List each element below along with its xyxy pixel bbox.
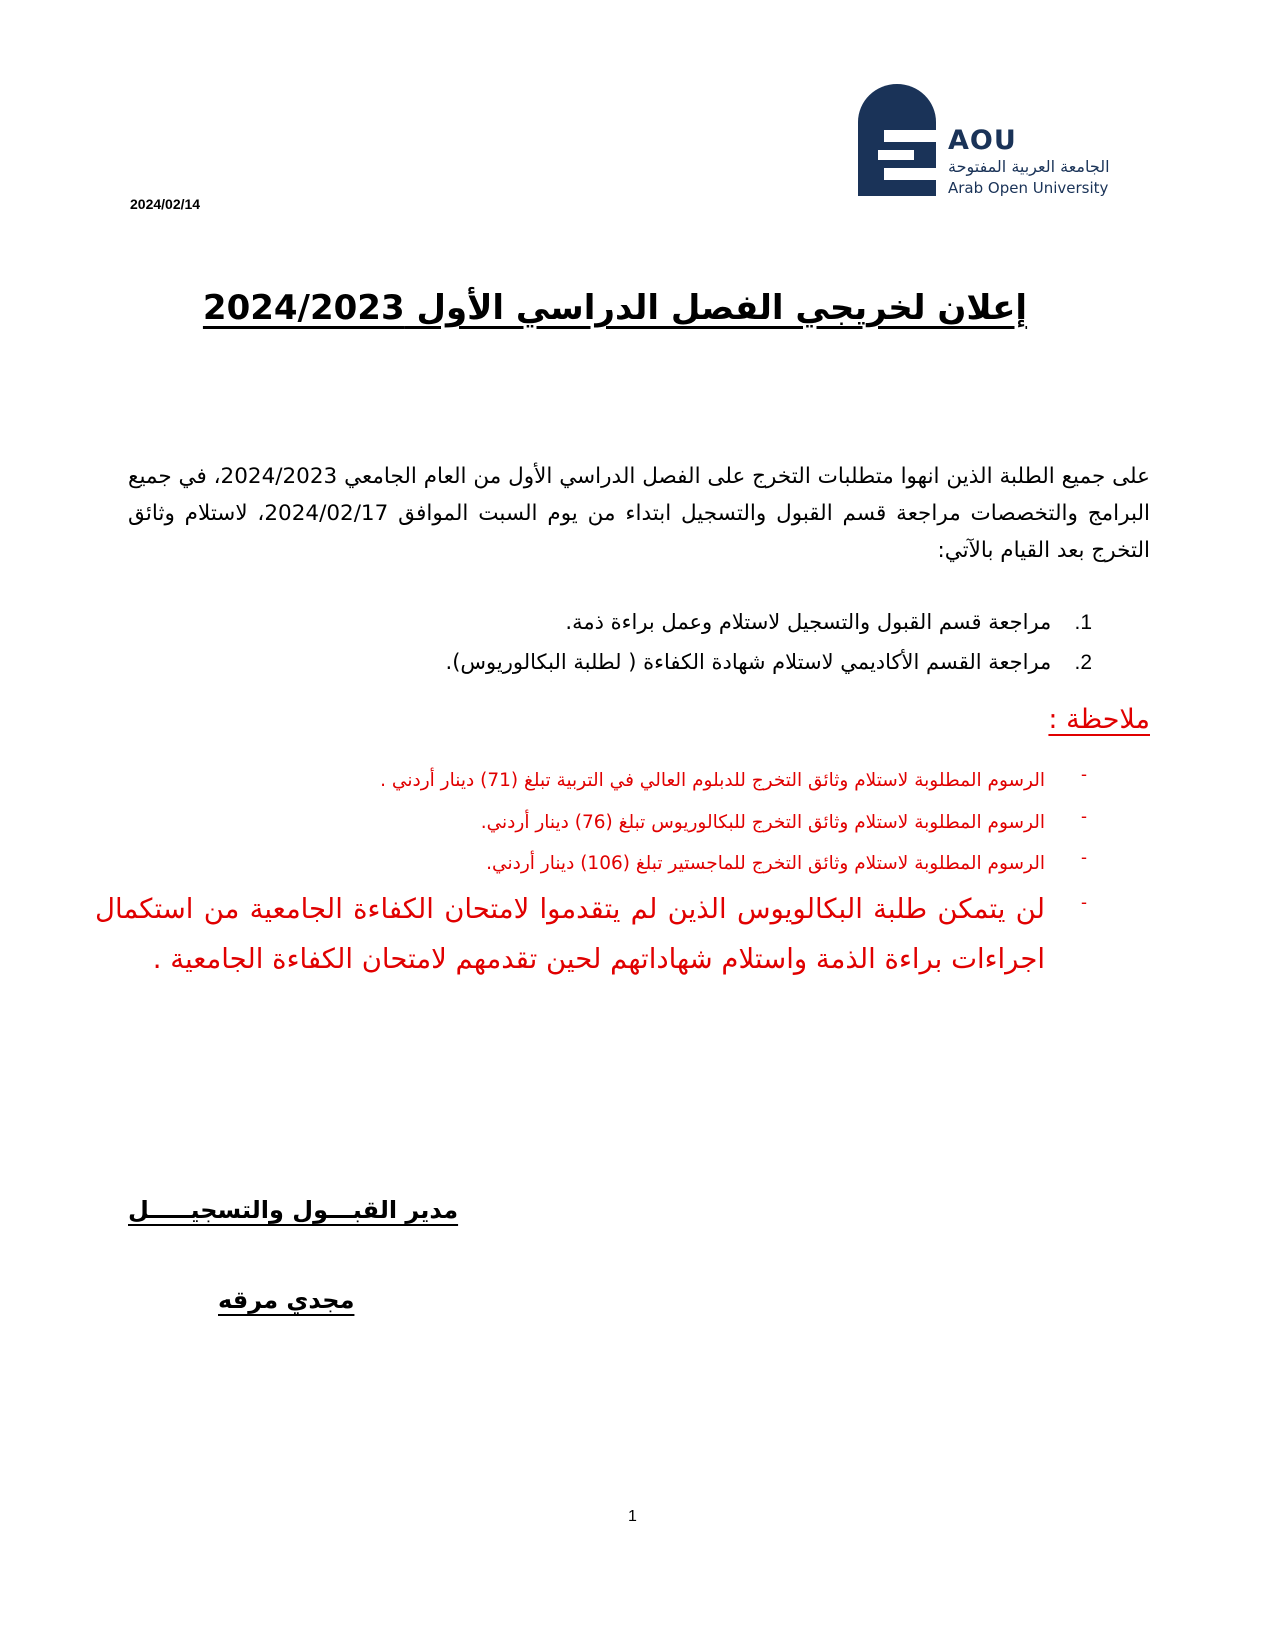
- university-logo: [858, 84, 1138, 202]
- note-heading: ملاحظة :: [1048, 704, 1150, 735]
- logo-name-arabic: الجامعة العربية المفتوحة: [948, 157, 1110, 176]
- list-item-number: 2.: [1074, 651, 1092, 674]
- logo-name-english: Arab Open University: [948, 179, 1109, 197]
- list-item: [192, 642, 1092, 683]
- page-number: 1: [628, 1508, 637, 1525]
- document-date: 2024/02/14: [130, 196, 201, 212]
- page-title: إعلان لخريجي الفصل الدراسي الأول 2024/2023: [202, 288, 1028, 328]
- fee-item: الرسوم المطلوبة لاستلام وثائق التخرج للدبلوم العالي في التربية تبلغ (71) دينار أردني .: [380, 770, 1045, 791]
- bullet-dash: -: [1081, 847, 1087, 867]
- bullet-dash: -: [1081, 764, 1087, 784]
- logo-text: [948, 126, 1138, 198]
- warning-note: لن يتمكن طلبة البكالويوس الذين لم يتقدموا لامتحان الكفاءة الجامعية من استكمال اجراءات براءة الذمة واستلام شهاداتهم لحين تقدمهم لامتحان الكفاءة الجامعية .: [95, 893, 1045, 975]
- fee-item: الرسوم المطلوبة لاستلام وثائق التخرج للماجستير تبلغ (106) دينار أردني.: [486, 853, 1045, 874]
- signatory-name: مجدي مرقه: [218, 1286, 355, 1314]
- fee-item: الرسوم المطلوبة لاستلام وثائق التخرج للبكالوريوس تبلغ (76) دينار أردني.: [480, 812, 1045, 833]
- logo-abbreviation: AOU: [948, 125, 1017, 156]
- list-item-text: مراجعة قسم القبول والتسجيل لاستلام وعمل براءة ذمة.: [565, 610, 1052, 634]
- bullet-dash: -: [1081, 806, 1087, 826]
- aou-logo-mark-icon: [858, 84, 936, 196]
- list-item: [192, 602, 1092, 643]
- list-item-text: مراجعة القسم الأكاديمي لاستلام شهادة الكفاءة ( لطلبة البكالوريوس).: [445, 650, 1052, 674]
- announcement-paragraph: على جميع الطلبة الذين انهوا متطلبات التخرج على الفصل الدراسي الأول من العام الجامعي 2024/2023، في جميع البرامج والتخصصات مراجعة قسم القبول والتسجيل ابتداء من يوم السبت الموافق 2024/02/17، لاستلام وثائق التخرج بعد القيام بالآتي:: [128, 464, 1150, 563]
- signatory-title: مدير القبـــول والتسجيـــــل: [128, 1196, 459, 1224]
- bullet-dash: -: [1081, 892, 1087, 912]
- list-item-number: 1.: [1074, 611, 1092, 634]
